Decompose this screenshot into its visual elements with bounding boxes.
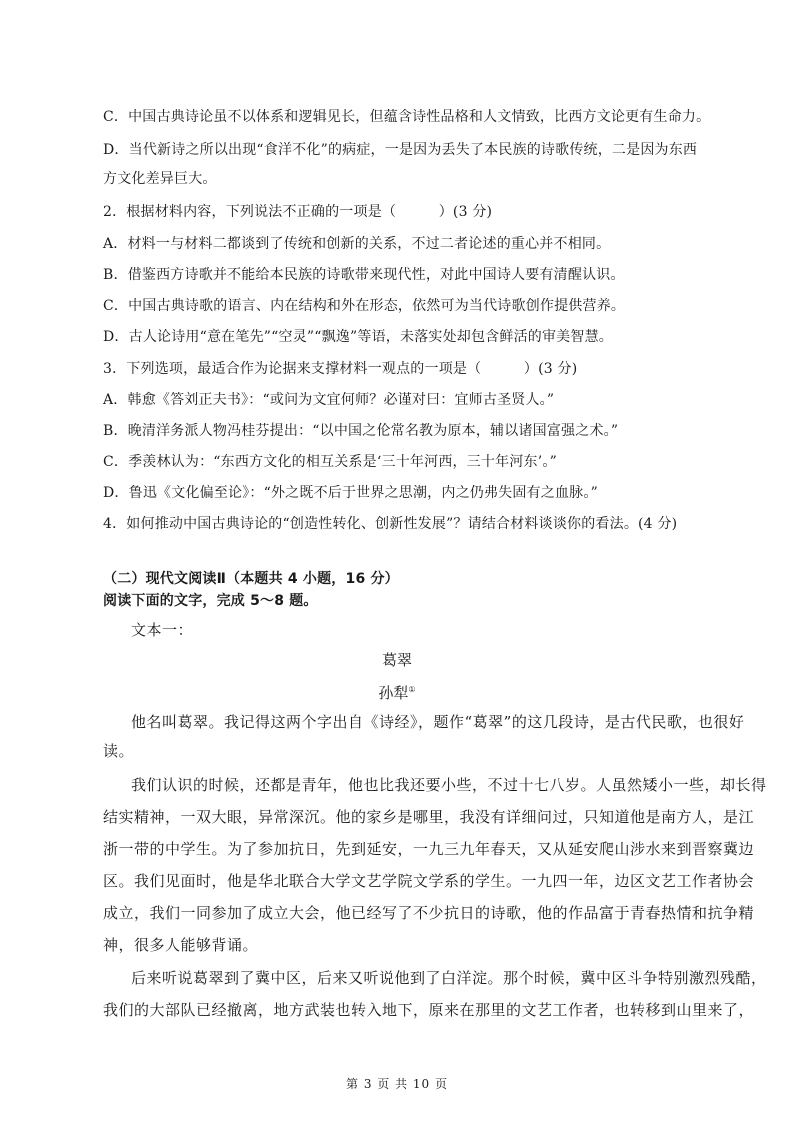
section-instruction: 阅读下面的文字，完成 5～8 题。: [103, 593, 318, 609]
author-footnote-mark: ①: [408, 685, 416, 694]
passage-line: 区。我们见面时，他是华北联合大学文艺学院文学系的学生。一九四一年，边区文艺工作者协会: [103, 872, 755, 890]
q1-option-d-continued: 方文化差异巨大。: [103, 171, 217, 187]
passage-line: 后来听说葛翠到了冀中区，后来又听说他到了白洋淀。那个时候，冀中区斗争特别激烈残酷，: [131, 969, 767, 987]
q3-stem: 3．下列选项，最适合作为论据来支撑材料一观点的一项是（ ）(3 分): [103, 361, 578, 377]
passage-line: 我们认识的时候，还都是青年，他也比我还要小些，不过十七八岁。人虽然矮小一些，却长得: [131, 776, 767, 794]
text-label: 文本一：: [131, 621, 194, 639]
passage-author-line: [0, 680, 794, 703]
q3-option-b: B．晚清洋务派人物冯桂芬提出：“以中国之伦常名教为原本，辅以诸国富强之术。”: [103, 423, 619, 439]
q2-stem: 2．根据材料内容，下列说法不正确的一项是（ ）(3 分): [103, 204, 493, 220]
passage-author: 孙犁: [378, 684, 409, 702]
section-heading: （二）现代文阅读Ⅱ（本题共 4 小题，16 分）: [103, 571, 399, 587]
passage-line: 成立，我们一同参加了成立大会，他已经写了不少抗日的诗歌，他的作品富于青春热情和抗争精: [103, 904, 755, 922]
q1-option-d: D．当代新诗之所以出现“食洋不化”的病症，一是因为丢失了本民族的诗歌传统，二是因为东西: [103, 142, 698, 158]
passage-line: 结实精神，一双大眼，异常深沉。他的家乡是哪里，我没有详细问过，只知道他是南方人，是江: [103, 808, 755, 826]
q3-option-c: C．季羡林认为：“东西方文化的相互关系是‘三十年河西，三十年河东’。”: [103, 454, 557, 470]
passage-line: 浙一带的中学生。为了参加抗日，先到延安，一九三九年春天，又从延安爬山涉水来到晋察冀边: [103, 840, 755, 858]
q2-option-a: A．材料一与材料二都谈到了传统和创新的关系，不过二者论述的重心并不相同。: [103, 236, 611, 252]
q2-option-d: D．古人论诗用“意在笔先”“空灵”“飘逸”等语，未落实处却包含鲜活的审美智慧。: [103, 329, 613, 345]
page-footer: 第 3 页 共 10 页: [346, 1077, 448, 1091]
q2-option-b: B．借鉴西方诗歌并不能给本民族的诗歌带来现代性，对此中国诗人要有清醒认识。: [103, 267, 625, 283]
q4-stem: 4．如何推动中国古典诗论的“创造性转化、创新性发展”？请结合材料谈谈你的看法。(4 分): [103, 516, 678, 532]
passage-line: 读。: [103, 742, 135, 760]
passage-title: 葛翠: [381, 651, 412, 669]
q2-option-c: C．中国古典诗歌的语言、内在结构和外在形态，依然可为当代诗歌创作提供营养。: [103, 298, 626, 314]
q3-option-d: D．鲁迅《文化偏至论》：“外之既不后于世界之思潮，内之仍弗失固有之血脉。”: [103, 485, 598, 501]
passage-line: 我们的大部队已经撤离，地方武装也转入地下，原来在那里的文艺工作者，也转移到山里来了，: [103, 1001, 755, 1019]
q3-option-a: A．韩愈《答刘正夫书》：“或问为文宜何师？必谨对曰：宜师古圣贤人。”: [103, 392, 555, 408]
passage-line: 他名叫葛翠。我记得这两个字出自《诗经》，题作“葛翠”的这几段诗，是古代民歌，也很好: [131, 713, 745, 731]
q1-option-c: C．中国古典诗论虽不以体系和逻辑见长，但蕴含诗性品格和人文情致，比西方文论更有生命力。: [103, 109, 711, 125]
passage-line: 神，很多人能够背诵。: [103, 936, 259, 954]
